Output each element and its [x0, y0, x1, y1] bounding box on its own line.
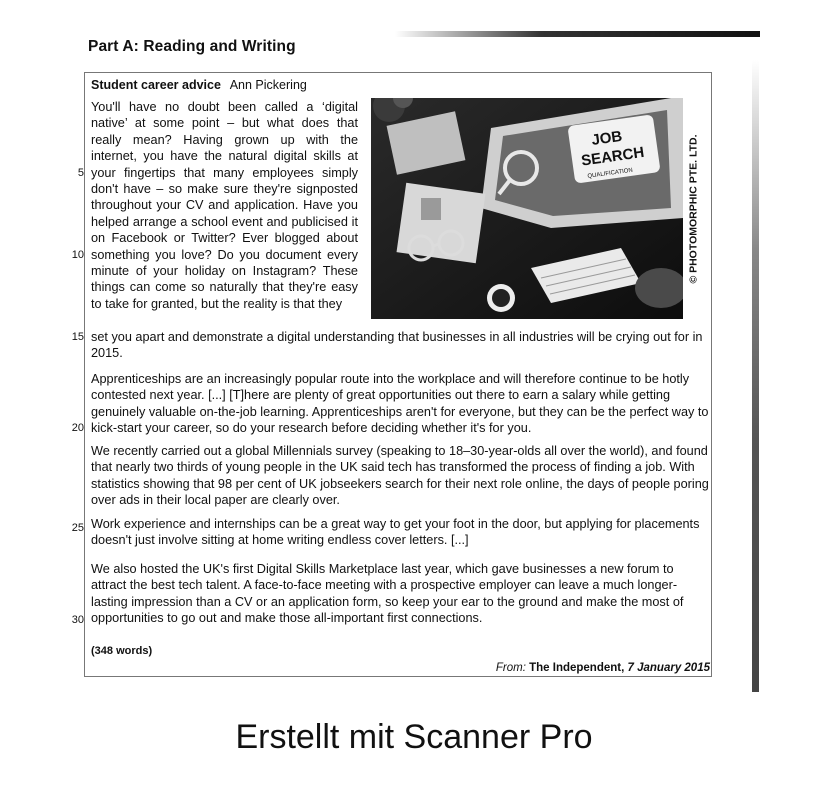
- line-number: 15: [71, 331, 84, 343]
- sign-line-3: QUALIFICATION: [587, 167, 634, 180]
- scan-edge-shadow: [395, 31, 760, 37]
- source-citation: [496, 662, 710, 674]
- coffee-cup: [487, 284, 515, 312]
- paragraph-1: You'll have no doubt been called a ‘digital native’ at some point – but what does that really mean? Having grown up with the internet, you have the natural digital skills at your fingertips that many employees simply don't have – so make sure they're signposted throughout your CV and application. Have you helped arrange a school event and publicised it on Facebook or Twitter? Ever blogged about something you love? Do you document every minute of your holiday on Instagram? These things can come so naturally that they're easy to take for granted, but the reality is that they: [91, 100, 358, 311]
- photo-credit-text: © PHOTOMORPHIC PTE. LTD.: [688, 133, 701, 284]
- job-search-photo: [371, 98, 683, 319]
- paragraph-2: Apprenticeships are an increasingly popular route into the workplace and will therefore continue to be hotly contested next year. [...] [T]here are plenty of great opportunities out there to earn a salary while getting genuinely valuable on-the-job learning. Apprenticeships aren't for everyone, but they can be the perfect way to kick-start your career, so do your research before deciding whether it's for you.: [91, 372, 709, 436]
- line-number: 10: [71, 249, 84, 261]
- scanner-watermark: Erstellt mit Scanner Pro: [235, 718, 593, 756]
- desk-scene-illustration: [371, 98, 683, 319]
- job-search-sign: [567, 114, 660, 183]
- line-number: 25: [71, 522, 84, 534]
- paragraph-5: We also hosted the UK's first Digital Skills Marketplace last year, which gave businesses a new forum to attract the best tech talent. A face-to-face meeting with a prospective employer can leave a much longer-lasting impression than a CV or an application form, so keep your ear to the ground and make the most of opportunities to go out and make those all-important first connections.: [91, 562, 684, 626]
- source-from: From:: [495, 662, 526, 674]
- source-publication: The Independent,: [529, 662, 625, 674]
- paragraph-3: We recently carried out a global Millennials survey (speaking to 18–30-year-olds all over the world), and found that nearly two thirds of young people in the UK said tech has transformed the process of finding a job. With statistics showing that 98 per cent of UK jobseekers search for their next role online, the days of people poring over ads in their local paper are clearly over.: [91, 444, 709, 508]
- article-author: Ann Pickering: [229, 78, 307, 92]
- section-title: Part A: Reading and Writing: [88, 38, 296, 55]
- line-number: 30: [71, 614, 84, 626]
- source-date: 7 January 2015: [627, 662, 710, 674]
- line-number: 5: [77, 167, 84, 179]
- paragraph-4: Work experience and internships can be a great way to get your foot in the door, but applying for placements doesn't just involve sitting at home writing endless cover letters. [...]: [91, 517, 700, 548]
- sign-line-2: SEARCH: [580, 143, 646, 170]
- paragraph-1-continued: set you apart and demonstrate a digital understanding that businesses in all industries will be crying out for in 2015.: [91, 330, 703, 361]
- article-header: [91, 78, 307, 92]
- word-count: (348 words): [91, 645, 153, 657]
- line-number: 20: [71, 422, 84, 434]
- page-side-shadow: [752, 60, 759, 692]
- sign-line-1: JOB: [590, 127, 624, 149]
- article-title: Student career advice: [91, 78, 221, 92]
- photo-credit: [683, 98, 705, 319]
